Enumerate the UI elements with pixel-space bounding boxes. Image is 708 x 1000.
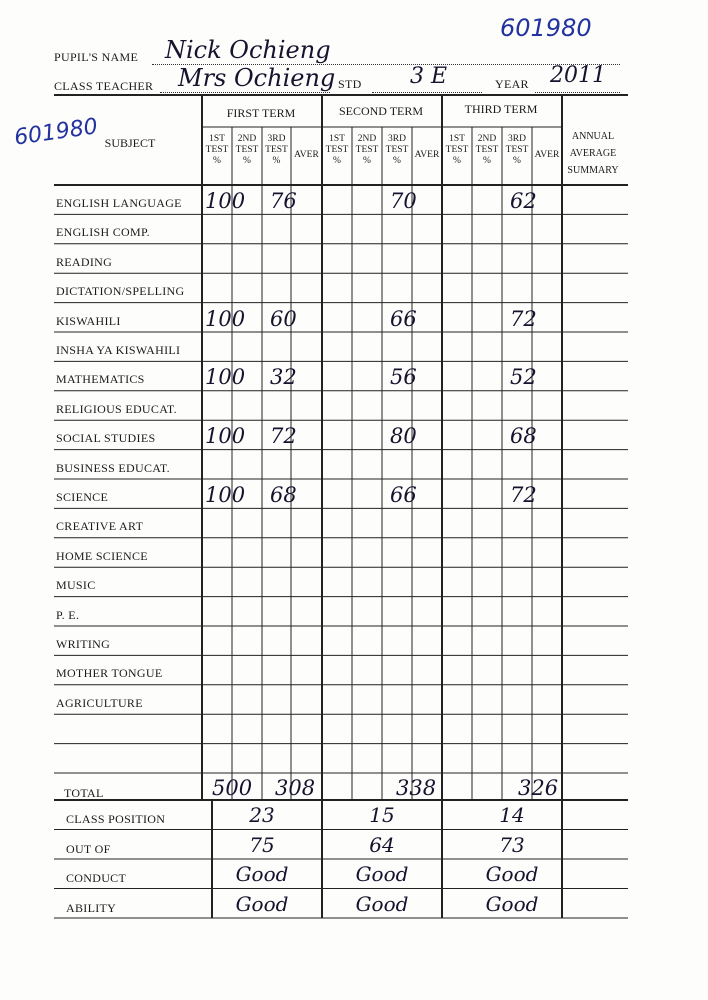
summary-value: Good bbox=[355, 862, 409, 886]
total-third-term-test3: 326 bbox=[518, 776, 559, 800]
summary-value: 75 bbox=[249, 832, 275, 857]
class-teacher-value: Mrs Ochieng bbox=[178, 64, 336, 92]
first-term-test1-score: 100 bbox=[205, 189, 246, 213]
test-header: 1ST TEST % bbox=[205, 134, 229, 166]
std-label: STD bbox=[338, 77, 362, 91]
subject-name: MUSIC bbox=[56, 578, 96, 593]
second-term-test3-score: 66 bbox=[390, 306, 417, 331]
subject-name: WRITING bbox=[56, 637, 111, 651]
summary-value: Good bbox=[485, 862, 539, 886]
summary-value: 23 bbox=[249, 803, 275, 827]
subject-name: MOTHER TONGUE bbox=[56, 666, 163, 681]
summary-value: 14 bbox=[499, 803, 525, 827]
first-term-test3-score: 60 bbox=[270, 306, 297, 331]
subject-name: KISWAHILI bbox=[56, 313, 121, 328]
test-header: 3RD TEST % bbox=[505, 134, 529, 166]
first-term-test1-score: 100 bbox=[205, 483, 246, 507]
first-term-test3-score: 32 bbox=[270, 365, 297, 390]
first-term-test1-score: 100 bbox=[205, 424, 246, 449]
serial-number-side: 601980 bbox=[12, 114, 100, 151]
test-header: 3RD TEST % bbox=[265, 134, 288, 166]
subject-name: INSHA YA KISWAHILI bbox=[56, 343, 181, 357]
first-term-test1-score: 100 bbox=[205, 306, 246, 331]
first-term-test3-score: 68 bbox=[270, 483, 297, 507]
first-term-test3-score: 72 bbox=[270, 424, 297, 449]
test-header: 3RD TEST % bbox=[385, 134, 409, 166]
pupil-name-label: PUPIL'S NAME bbox=[54, 50, 139, 64]
third-term-test3-score: 68 bbox=[510, 424, 537, 449]
test-header: 1ST TEST % bbox=[445, 134, 469, 166]
test-header: 2ND TEST % bbox=[475, 134, 499, 166]
summary-label: CONDUCT bbox=[66, 871, 127, 885]
annual-average-header: ANNUAL AVERAGE SUMMARY bbox=[567, 131, 619, 176]
subject-name: MATHEMATICS bbox=[56, 372, 145, 387]
summary-value: Good bbox=[355, 891, 409, 916]
summary-value: 64 bbox=[369, 832, 395, 857]
subject-name: SCIENCE bbox=[56, 490, 109, 504]
second-term-test3-score: 70 bbox=[390, 189, 417, 213]
first-term-test1-score: 100 bbox=[205, 365, 246, 390]
second-term-test3-score: 66 bbox=[390, 483, 417, 507]
total-second-term-test3: 338 bbox=[396, 776, 437, 800]
subject-name: READING bbox=[56, 254, 113, 269]
summary-label: ABILITY bbox=[66, 900, 117, 915]
summary-value: Good bbox=[235, 891, 289, 916]
subject-name: RELIGIOUS EDUCAT. bbox=[56, 401, 177, 416]
test-header: AVER bbox=[294, 150, 319, 160]
summary-label: OUT OF bbox=[66, 841, 111, 856]
subject-header: SUBJECT bbox=[104, 136, 156, 150]
third-term-header: THIRD TERM bbox=[464, 102, 538, 116]
test-header: 1ST TEST % bbox=[325, 134, 349, 166]
summary-value: 73 bbox=[499, 832, 525, 857]
subject-name: ENGLISH LANGUAGE bbox=[56, 196, 182, 210]
third-term-test3-score: 72 bbox=[510, 306, 537, 331]
subject-name: CREATIVE ART bbox=[56, 519, 144, 534]
subject-name: AGRICULTURE bbox=[56, 695, 143, 710]
subject-name: ENGLISH COMP. bbox=[56, 225, 150, 240]
third-term-test3-score: 52 bbox=[510, 365, 537, 390]
subject-name: P. E. bbox=[56, 607, 80, 622]
pupil-name-value: Nick Ochieng bbox=[165, 36, 331, 64]
total-first-term-test3: 308 bbox=[275, 776, 316, 800]
total-first-term-test1: 500 bbox=[212, 776, 253, 800]
subject-name: BUSINESS EDUCAT. bbox=[56, 460, 170, 475]
subject-name: SOCIAL STUDIES bbox=[56, 431, 156, 446]
summary-value: Good bbox=[485, 891, 539, 916]
summary-value: 15 bbox=[369, 803, 395, 827]
test-header: AVER bbox=[414, 150, 440, 160]
summary-label: CLASS POSITION bbox=[66, 812, 166, 826]
test-header: 2ND TEST % bbox=[235, 134, 259, 166]
summary-value: Good bbox=[235, 862, 289, 886]
std-value: 3 E bbox=[410, 64, 448, 89]
subject-name: HOME SCIENCE bbox=[56, 548, 148, 563]
year-label: YEAR bbox=[495, 77, 529, 91]
second-term-header: SECOND TERM bbox=[338, 104, 424, 118]
third-term-test3-score: 62 bbox=[510, 189, 537, 213]
test-header: AVER bbox=[534, 150, 560, 160]
subject-name: DICTATION/SPELLING bbox=[56, 284, 185, 299]
serial-number-top: 601980 bbox=[500, 14, 592, 42]
first-term-test3-score: 76 bbox=[270, 189, 297, 213]
year-value: 2011 bbox=[550, 63, 606, 88]
test-header: 2ND TEST % bbox=[355, 134, 379, 166]
second-term-test3-score: 80 bbox=[390, 424, 417, 449]
second-term-test3-score: 56 bbox=[390, 365, 417, 390]
total-label: TOTAL bbox=[64, 786, 104, 800]
first-term-header: FIRST TERM bbox=[226, 106, 296, 120]
class-teacher-label: CLASS TEACHER bbox=[54, 79, 154, 93]
third-term-test3-score: 72 bbox=[510, 483, 537, 507]
